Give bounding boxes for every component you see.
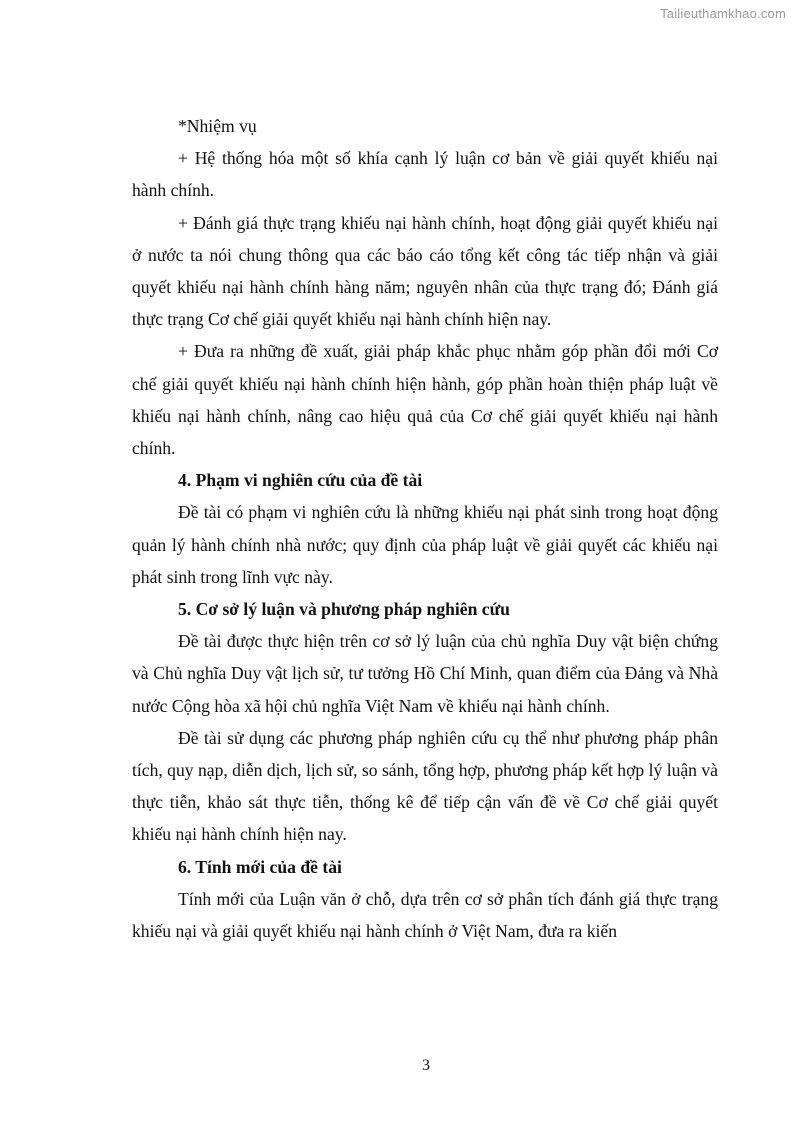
section-6-paragraph-1: Tính mới của Luận văn ở chỗ, dựa trên cơ sở phân tích đánh giá thực trạng khiếu nại và giải quyết khiếu nại hành chính ở Việt Nam, đưa ra kiến (132, 888, 718, 942)
section-6-heading: 6. Tính mới của đề tài (178, 856, 342, 877)
section-4-heading: 4. Phạm vi nghiên cứu của đề tài (178, 470, 423, 491)
section-5-heading: 5. Cơ sở lý luận và phương pháp nghiên cứu (178, 599, 510, 620)
task-item-2: + Đánh giá thực trạng khiếu nại hành chính, hoạt động giải quyết khiếu nại ở nước ta nói chung thông qua các báo cáo tổng kết công tác tiếp nhận và giải quyết khiếu nại hành chính hàng năm; nguyên nhân của thực trạng đó; Đánh giá thực trạng Cơ chế giải quyết khiếu nại hành chính hiện nay. (132, 212, 718, 330)
section-4-paragraph-1: Đề tài có phạm vi nghiên cứu là những khiếu nại phát sinh trong hoạt động quản lý hành chính nhà nước; quy định của pháp luật về giải quyết các khiếu nại phát sinh trong lĩnh vực này. (132, 502, 718, 587)
section-5-paragraph-1: Đề tài được thực hiện trên cơ sở lý luận của chủ nghĩa Duy vật biện chứng và Chủ nghĩa Duy vật lịch sử, tư tưởng Hồ Chí Minh, quan điểm của Đảng và Nhà nước Cộng hòa xã hội chủ nghĩa Việt Nam về khiếu nại hành chính. (132, 631, 718, 716)
page-number: 3 (422, 1057, 430, 1074)
section-5-paragraph-2: Đề tài sử dụng các phương pháp nghiên cứu cụ thể như phương pháp phân tích, quy nạp, diễn dịch, lịch sử, so sánh, tổng hợp, phương pháp kết hợp lý luận và thực tiễn, khảo sát thực tiễn, thống kê để tiếp cận vấn đề về Cơ chế giải quyết khiếu nại hành chính hiện nay. (132, 727, 718, 845)
task-item-3: + Đưa ra những đề xuất, giải pháp khắc phục nhằm góp phần đổi mới Cơ chế giải quyết khiếu nại hành chính hiện hành, góp phần hoàn thiện pháp luật về khiếu nại hành chính, nâng cao hiệu quả của Cơ chế giải quyết khiếu nại hành chính. (132, 341, 718, 459)
watermark: Tailieuthamkhao.com (660, 6, 786, 21)
tasks-heading: *Nhiệm vụ (178, 116, 257, 136)
task-item-1: + Hệ thống hóa một số khía cạnh lý luận cơ bản về giải quyết khiếu nại hành chính. (132, 148, 718, 201)
document-body (132, 110, 718, 947)
